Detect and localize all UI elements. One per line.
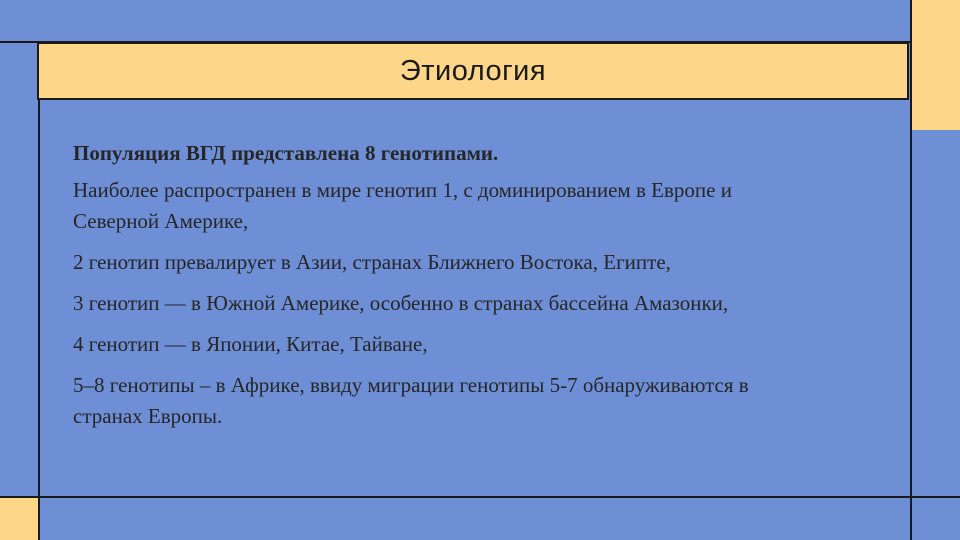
corner-accent-bottom-left: [0, 498, 40, 540]
frame-line-bottom: [0, 496, 960, 498]
frame-line-right: [910, 0, 912, 540]
corner-accent-top-right: [912, 0, 960, 130]
paragraph-genotype-1: Наиболее распространен в мире генотип 1, с доминированием в Европе и Северной Америке,: [73, 178, 732, 233]
slide-title: Этиология: [399, 54, 547, 87]
paragraph-genotype-2: 2 генотип превалирует в Азии, странах Ближнего Востока, Египте,: [73, 250, 671, 274]
paragraph-genotype-3: 3 генотип — в Южной Америке, особенно в странах бассейна Амазонки,: [73, 291, 729, 315]
paragraph-genotype-4: 4 генотип — в Японии, Китае, Тайване,: [73, 332, 428, 356]
frame-line-left: [38, 41, 40, 540]
paragraph-genotype-5-8: 5–8 генотипы – в Африке, ввиду миграции генотипы 5-7 обнаруживаются в странах Европы.: [73, 373, 749, 428]
title-bar: [37, 42, 909, 100]
slide-body: [73, 138, 793, 442]
paragraph-lead: Популяция ВГД представлена 8 генотипами.: [73, 141, 499, 165]
